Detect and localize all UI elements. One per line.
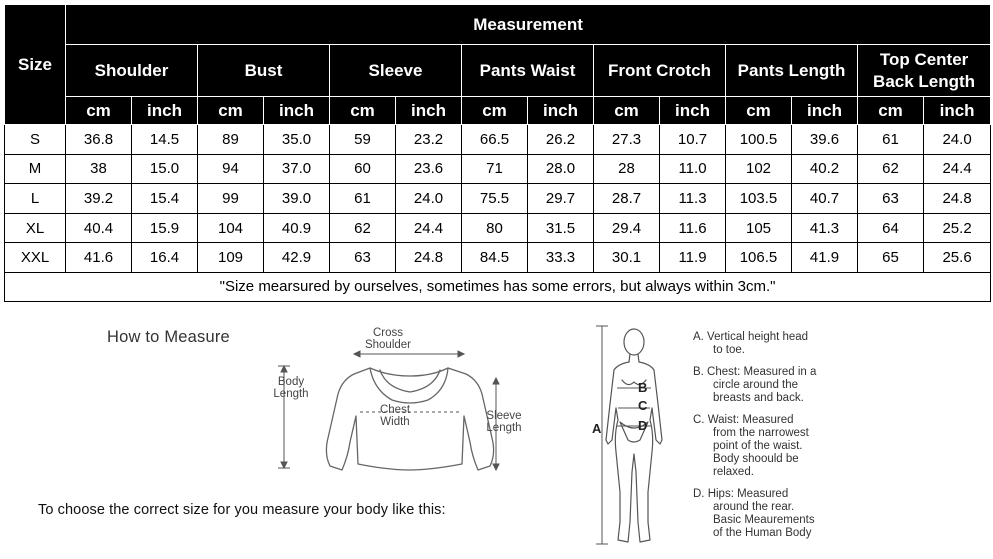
unit-header: inch bbox=[264, 97, 330, 125]
measurement-cell: 24.0 bbox=[396, 184, 462, 214]
size-cell: XL bbox=[5, 213, 66, 243]
measurement-instruction-item bbox=[693, 488, 873, 540]
measurement-instruction-item bbox=[693, 331, 873, 357]
measurement-cell: 29.4 bbox=[594, 213, 660, 243]
size-cell: L bbox=[5, 184, 66, 214]
measurement-cell: 26.2 bbox=[528, 125, 594, 155]
cross-shoulder-label: Cross Shoulder bbox=[364, 327, 412, 351]
measurement-cell: 62 bbox=[330, 213, 396, 243]
measurement-cell: 99 bbox=[198, 184, 264, 214]
measurement-cell: 80 bbox=[462, 213, 528, 243]
measurement-cell: 28.7 bbox=[594, 184, 660, 214]
body-letter-a: A bbox=[592, 421, 602, 436]
body-length-label: Body Length bbox=[273, 376, 309, 400]
measurement-cell: 60 bbox=[330, 154, 396, 184]
measurement-cell: 24.4 bbox=[924, 154, 991, 184]
measurement-cell: 37.0 bbox=[264, 154, 330, 184]
size-row bbox=[5, 184, 991, 214]
group-header-bust: Bust bbox=[198, 45, 330, 97]
measurement-cell: 33.3 bbox=[528, 243, 594, 273]
measurement-cell: 39.6 bbox=[792, 125, 858, 155]
measurement-cell: 59 bbox=[330, 125, 396, 155]
instruction-line: point of the waist. bbox=[713, 440, 803, 452]
unit-header: inch bbox=[396, 97, 462, 125]
instruction-line: from the narrowest bbox=[713, 427, 809, 439]
body-figure bbox=[590, 322, 680, 558]
measurement-cell: 35.0 bbox=[264, 125, 330, 155]
size-row bbox=[5, 243, 991, 273]
size-row bbox=[5, 213, 991, 243]
instruction-line: breasts and back. bbox=[713, 392, 804, 404]
choose-size-instruction: To choose the correct size for you measure your body like this: bbox=[38, 502, 446, 518]
measurement-cell: 28.0 bbox=[528, 154, 594, 184]
unit-header-row bbox=[5, 97, 991, 125]
measurement-cell: 75.5 bbox=[462, 184, 528, 214]
size-rows bbox=[5, 125, 991, 273]
measurement-cell: 94 bbox=[198, 154, 264, 184]
measurement-cell: 11.6 bbox=[660, 213, 726, 243]
measurement-header: Measurement bbox=[66, 5, 991, 45]
measurement-cell: 104 bbox=[198, 213, 264, 243]
measurement-cell: 10.7 bbox=[660, 125, 726, 155]
measurement-cell: 64 bbox=[858, 213, 924, 243]
instruction-line: circle around the bbox=[713, 379, 799, 391]
measurement-cell: 11.9 bbox=[660, 243, 726, 273]
measurement-cell: 40.9 bbox=[264, 213, 330, 243]
measurement-cell: 29.7 bbox=[528, 184, 594, 214]
measurement-cell: 24.8 bbox=[396, 243, 462, 273]
measurement-cell: 71 bbox=[462, 154, 528, 184]
measurement-cell: 41.6 bbox=[66, 243, 132, 273]
measurement-cell: 11.0 bbox=[660, 154, 726, 184]
measurement-cell: 41.3 bbox=[792, 213, 858, 243]
measurement-cell: 65 bbox=[858, 243, 924, 273]
measurement-cell: 40.2 bbox=[792, 154, 858, 184]
measurement-cell: 23.6 bbox=[396, 154, 462, 184]
group-header-sleeve: Sleeve bbox=[330, 45, 462, 97]
unit-header: inch bbox=[924, 97, 991, 125]
measurement-cell: 40.4 bbox=[66, 213, 132, 243]
size-cell: S bbox=[5, 125, 66, 155]
size-note: "Size mearsured by ourselves, sometimes has some errors, but always within 3cm." bbox=[5, 272, 991, 301]
measurement-cell: 38 bbox=[66, 154, 132, 184]
measurement-cell: 15.9 bbox=[132, 213, 198, 243]
unit-header: cm bbox=[66, 97, 132, 125]
measurement-cell: 39.2 bbox=[66, 184, 132, 214]
unit-header: inch bbox=[660, 97, 726, 125]
measurement-cell: 16.4 bbox=[132, 243, 198, 273]
unit-header: cm bbox=[726, 97, 792, 125]
unit-header: cm bbox=[198, 97, 264, 125]
measurement-cell: 66.5 bbox=[462, 125, 528, 155]
measurement-cell: 24.0 bbox=[924, 125, 991, 155]
sleeve-length-label: Sleeve Length bbox=[486, 410, 522, 434]
size-row bbox=[5, 125, 991, 155]
group-header-row bbox=[5, 45, 991, 97]
unit-header: cm bbox=[858, 97, 924, 125]
measurement-cell: 36.8 bbox=[66, 125, 132, 155]
instruction-line: Body shoould be bbox=[713, 453, 799, 465]
measurement-cell: 14.5 bbox=[132, 125, 198, 155]
measurement-cell: 89 bbox=[198, 125, 264, 155]
measurement-cell: 103.5 bbox=[726, 184, 792, 214]
measurement-cell: 25.6 bbox=[924, 243, 991, 273]
measurement-cell: 30.1 bbox=[594, 243, 660, 273]
instruction-line: relaxed. bbox=[713, 466, 754, 478]
group-header-pants-waist: Pants Waist bbox=[462, 45, 594, 97]
measurement-cell: 109 bbox=[198, 243, 264, 273]
measurement-cell: 105 bbox=[726, 213, 792, 243]
size-row bbox=[5, 154, 991, 184]
measurement-cell: 61 bbox=[330, 184, 396, 214]
measurement-cell: 40.7 bbox=[792, 184, 858, 214]
measurement-cell: 63 bbox=[330, 243, 396, 273]
group-header-top-center-back-length: Top Center Back Length bbox=[858, 45, 991, 97]
body-letter-b: B bbox=[638, 380, 648, 395]
measurement-cell: 28 bbox=[594, 154, 660, 184]
measurement-cell: 102 bbox=[726, 154, 792, 184]
measurement-cell: 25.2 bbox=[924, 213, 991, 243]
chest-width-label: Chest Width bbox=[379, 404, 411, 428]
instruction-title: C. Waist: Measured bbox=[693, 414, 794, 426]
group-header-pants-length: Pants Length bbox=[726, 45, 858, 97]
body-outline bbox=[606, 362, 662, 542]
group-header-shoulder: Shoulder bbox=[66, 45, 198, 97]
measurement-cell: 100.5 bbox=[726, 125, 792, 155]
measurement-cell: 24.4 bbox=[396, 213, 462, 243]
body-head bbox=[624, 329, 644, 355]
measurement-cell: 106.5 bbox=[726, 243, 792, 273]
unit-header: inch bbox=[792, 97, 858, 125]
measurement-cell: 84.5 bbox=[462, 243, 528, 273]
unit-header: cm bbox=[462, 97, 528, 125]
measurement-instruction-item bbox=[693, 366, 873, 405]
size-cell: XXL bbox=[5, 243, 66, 273]
measurement-cell: 62 bbox=[858, 154, 924, 184]
instruction-line: of the Human Body bbox=[713, 527, 812, 539]
unit-header: inch bbox=[528, 97, 594, 125]
unit-header: inch bbox=[132, 97, 198, 125]
instruction-title: D. Hips: Measured bbox=[693, 488, 789, 500]
measurement-cell: 11.3 bbox=[660, 184, 726, 214]
instruction-line: Basic Meaurements bbox=[713, 514, 815, 526]
measurement-cell: 15.0 bbox=[132, 154, 198, 184]
size-column-header: Size bbox=[5, 5, 66, 125]
measurement-cell: 63 bbox=[858, 184, 924, 214]
measurement-cell: 61 bbox=[858, 125, 924, 155]
size-chart-table bbox=[4, 4, 991, 302]
measurement-cell: 41.9 bbox=[792, 243, 858, 273]
measurement-cell: 24.8 bbox=[924, 184, 991, 214]
body-letter-c: C bbox=[638, 398, 648, 413]
measurement-cell: 39.0 bbox=[264, 184, 330, 214]
instruction-line: to toe. bbox=[713, 344, 745, 356]
size-cell: M bbox=[5, 154, 66, 184]
instruction-title: B. Chest: Measured in a bbox=[693, 366, 817, 378]
measurement-cell: 15.4 bbox=[132, 184, 198, 214]
measurement-cell: 42.9 bbox=[264, 243, 330, 273]
unit-header: cm bbox=[330, 97, 396, 125]
instruction-line: around the rear. bbox=[713, 501, 795, 513]
measurement-instructions bbox=[693, 331, 873, 549]
measurement-instruction-item bbox=[693, 414, 873, 479]
unit-header: cm bbox=[594, 97, 660, 125]
how-to-measure-title: How to Measure bbox=[107, 328, 230, 346]
group-header-front-crotch: Front Crotch bbox=[594, 45, 726, 97]
measurement-cell: 27.3 bbox=[594, 125, 660, 155]
instruction-title: A. Vertical height head bbox=[693, 331, 809, 343]
measurement-cell: 31.5 bbox=[528, 213, 594, 243]
body-letter-d: D bbox=[638, 418, 648, 433]
measurement-cell: 23.2 bbox=[396, 125, 462, 155]
